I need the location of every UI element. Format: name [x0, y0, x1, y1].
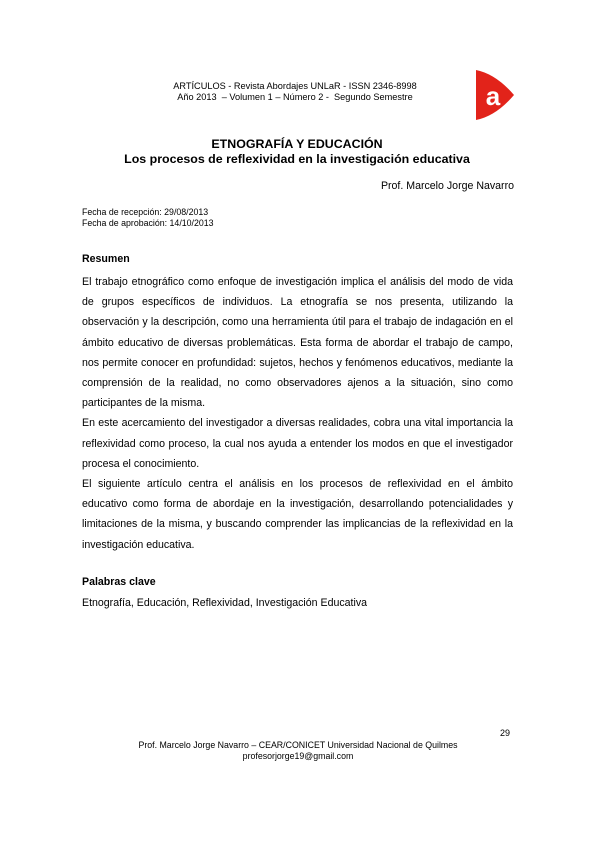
- article-subtitle: Los procesos de reflexividad en la investigación educativa: [124, 152, 470, 166]
- received-date: Fecha de recepción: 29/08/2013: [82, 207, 209, 217]
- page-footer: [80, 740, 516, 762]
- journal-logo: [476, 70, 514, 120]
- journal-header-line1: ARTÍCULOS - Revista Abordajes UNLaR - ISSN 2346-8998: [173, 81, 417, 91]
- page-number: 29: [500, 728, 511, 738]
- keywords-heading: Palabras clave: [82, 576, 156, 588]
- keywords-text: Etnografía, Educación, Reflexividad, Investigación Educativa: [82, 597, 368, 609]
- abstract-body: [82, 272, 513, 555]
- article-dates: [82, 207, 214, 229]
- article-title-block: [80, 137, 514, 167]
- article-title: ETNOGRAFÍA Y EDUCACIÓN: [211, 137, 383, 151]
- footer-affiliation: Prof. Marcelo Jorge Navarro – CEAR/CONICET Universidad Nacional de Quilmes: [138, 740, 458, 750]
- journal-header-line2: Año 2013 – Volumen 1 – Número 2 - Segundo Semestre: [177, 92, 413, 102]
- abstract-paragraph: En este acercamiento del investigador a diversas realidades, cobra una vital importancia la reflexividad como proceso, la cual nos ayuda a entender los modos en que el investigador procesa el conocimiento.: [82, 417, 513, 470]
- abstract-paragraph: El trabajo etnográfico como enfoque de investigación implica el análisis del modo de vida de grupos específicos de individuos. La etnografía se nos presenta, utilizando la observación y la descripción, como una herramienta útil para el trabajo de indagación en el ámbito educativo de diversas problemáticas. Esta forma de abordar el trabajo de campo, nos permite conocer en profundidad: sujetos, hechos y fenómenos educativos, mediante la comprensión de la realidad, no como observadores ajenos a la situación, sino como participantes de la misma.: [82, 276, 513, 410]
- approved-date: Fecha de aprobación: 14/10/2013: [82, 218, 214, 228]
- abstract-paragraph: El siguiente artículo centra el análisis en los procesos de reflexividad en el ámbito educativo como forma de abordaje en la investigación, desarrollando potencialidades y limitaciones de la misma, y buscando comprender las implicancias de la reflexividad en la investigación educativa.: [82, 478, 513, 551]
- journal-header: [130, 81, 460, 103]
- abstract-heading: Resumen: [82, 253, 130, 265]
- article-author: Prof. Marcelo Jorge Navarro: [380, 180, 514, 192]
- journal-logo-letter: a: [485, 81, 501, 111]
- footer-email: profesorjorge19@gmail.com: [242, 751, 354, 761]
